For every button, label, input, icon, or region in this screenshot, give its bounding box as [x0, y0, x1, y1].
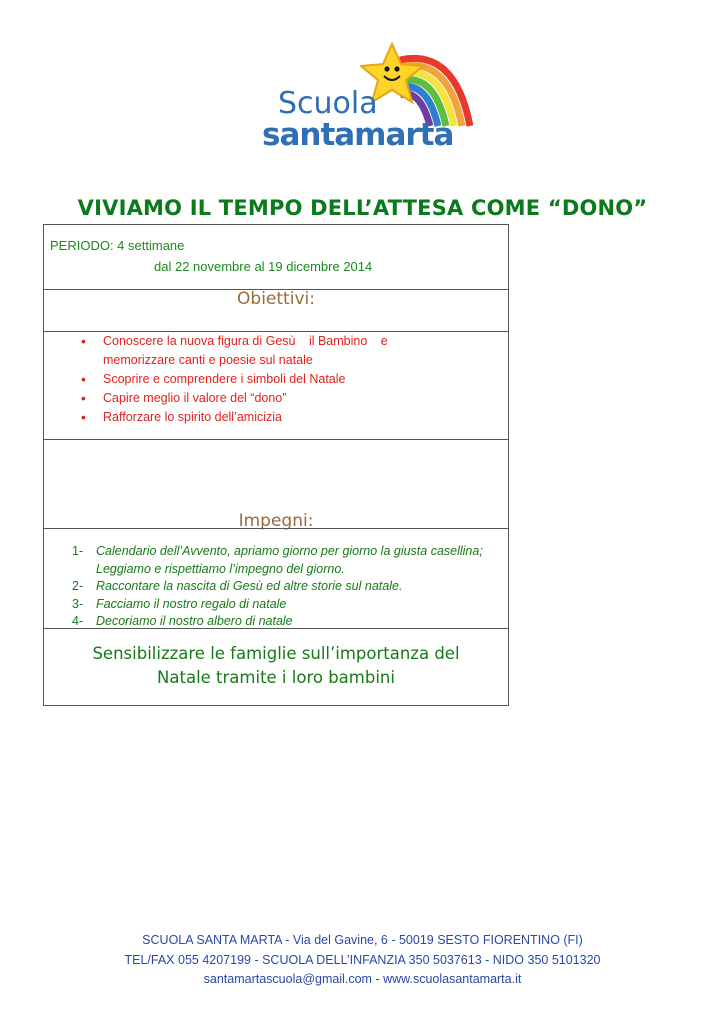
objectives-box: [43, 331, 509, 440]
item-text: Decoriamo il nostro albero di natale: [96, 614, 293, 628]
footer: [0, 931, 725, 990]
list-item: [72, 596, 486, 614]
item-text: Calendario dell’Avvento, apriamo giorno per giorno la giusta casellina; Leggiamo e rispettiamo l’impegno del giorno.: [96, 544, 483, 576]
item-text: Facciamo il nostro regalo di natale: [96, 596, 287, 611]
commitments-heading: Impegni:: [238, 511, 314, 531]
period-box: [43, 224, 509, 290]
item-number: 3-: [72, 596, 84, 611]
item-number: 2-: [72, 579, 84, 593]
item-text: Raccontare la nascita di Gesù ed altre storie sul natale.: [96, 579, 403, 593]
closing-line-1: Sensibilizzare le famiglie sull’importanza del: [92, 644, 460, 663]
list-item: • Rafforzare lo spirito dell’amicizia: [81, 408, 443, 427]
commitments-box: [43, 528, 509, 629]
logo-text-santamarta: santamarta: [262, 117, 454, 153]
item-number: 1-: [72, 544, 84, 558]
list-item: • Capire meglio il valore del “dono”: [81, 389, 443, 408]
closing-line-2: Natale tramite i loro bambini: [157, 668, 395, 687]
page-title: VIVIAMO IL TEMPO DELL’ATTESA COME “DONO”: [77, 196, 648, 220]
footer-phones: TEL/FAX 055 4207199 - SCUOLA DELL’INFANZIA 350 5037613 - NIDO 350 5101320: [124, 952, 601, 967]
objectives-heading: Obiettivi:: [237, 289, 315, 309]
list-item: • Scoprire e comprendere i simboli del Natale: [81, 370, 443, 389]
commitments-list: [72, 543, 486, 629]
closing-statement: [44, 642, 508, 690]
list-item: [72, 578, 486, 596]
list-item: [72, 613, 486, 629]
school-logo: [262, 38, 480, 163]
commitments-heading-box: [43, 439, 509, 529]
period-duration: PERIODO: 4 settimane: [50, 238, 185, 253]
objectives-list: [81, 332, 443, 427]
closing-box: [43, 628, 509, 706]
objectives-heading-box: [43, 289, 509, 332]
footer-address: SCUOLA SANTA MARTA - Via del Gavine, 6 - 50019 SESTO FIORENTINO (FI): [142, 933, 583, 947]
item-number: 4-: [72, 614, 84, 628]
period-dates: dal 22 novembre al 19 dicembre 2014: [154, 259, 373, 274]
footer-contacts: santamartascuola@gmail.com - www.scuolasantamarta.it: [203, 972, 522, 986]
logo-text-scuola: Scuola: [278, 86, 378, 121]
list-item: [72, 543, 486, 578]
list-item: • Conoscere la nuova figura di Gesù il Bambino e memorizzare canti e poesie sul natale: [81, 332, 443, 370]
